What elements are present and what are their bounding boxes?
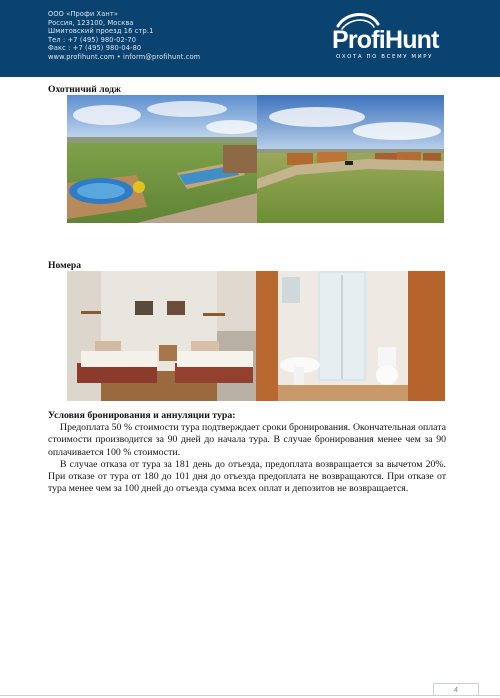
page-header (0, 0, 500, 77)
conditions-title: Условия бронирования и аннуляции тура: (48, 410, 236, 421)
bathroom-photo (256, 271, 445, 401)
booking-conditions (48, 410, 446, 495)
logo-wordmark: ProfiHunt (332, 26, 439, 54)
footer-divider (0, 695, 500, 696)
rooms-section-title: Номера (48, 260, 82, 271)
address-line-1: Россия, 123100, Москва (48, 18, 134, 27)
lodge-hot-tub-photo (67, 95, 257, 223)
web-and-email: www.profihunt.com • inform@profihunt.com (48, 52, 201, 61)
page-number: 4 (433, 683, 479, 696)
lodge-section-title: Охотничий лодж (48, 84, 121, 95)
contact-block (48, 10, 200, 62)
address-line-2: Шмитовский проезд 16 стр.1 (48, 27, 154, 36)
logo-tagline: ОХОТА ПО ВСЕМУ МИРУ (336, 54, 434, 60)
company-name: ООО «Профи Хант» (48, 10, 119, 18)
conditions-paragraph-cancellation: В случае отказа от тура за 181 день до отъезда, предоплата возвращается за вычетом 20%. При отказе от тура от 180 до 101 дня до отъезда предоплата не возвращаются. При отказе от тура менее чем за 100 дней до отъезда сумма всех оплат и депозитов не возвращается. (48, 458, 446, 495)
lodge-cabins-photo (257, 95, 444, 223)
conditions-paragraph-prepayment: Предоплата 50 % стоимости тура подтверждает сроки бронирования. Окончательная оплата стоимости производится за 90 дней до начала тура. В случае бронирования менее чем за 90 оплачивается 100 % стоимости. (48, 422, 446, 458)
bedroom-photo (67, 271, 256, 401)
phone-number: Тел : +7 (495) 980-02-70 (48, 35, 137, 44)
fax-number: Факс : +7 (495) 980-04-80 (48, 44, 142, 53)
profihunt-logo (330, 12, 460, 64)
